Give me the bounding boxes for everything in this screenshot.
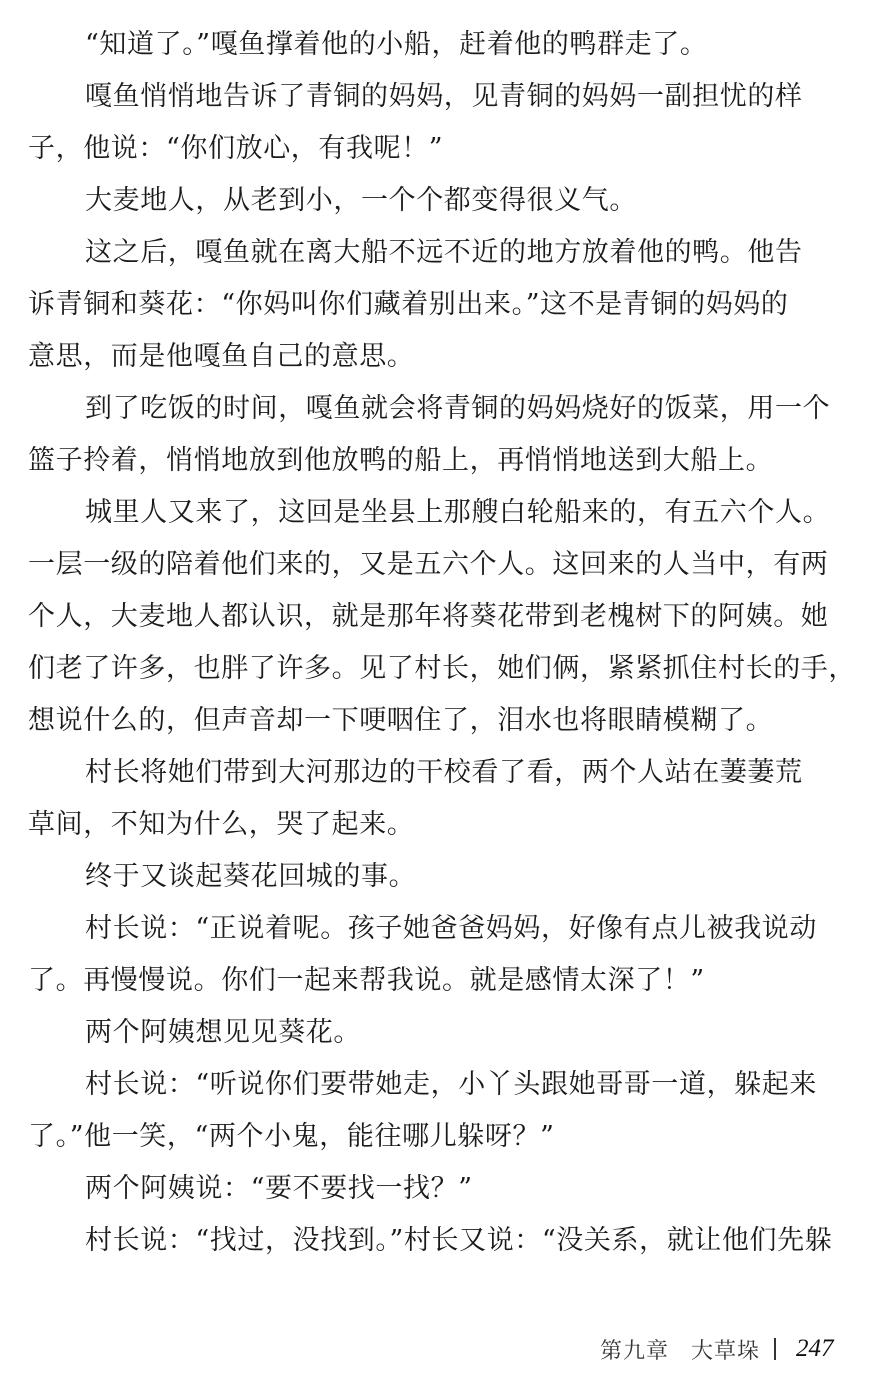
text-line: 大麦地人，从老到小，一个个都变得很义气。	[85, 185, 637, 216]
text-line: 意思，而是他嘎鱼自己的意思。	[28, 341, 415, 372]
text-line: 子，他说：“你们放心，有我呢！”	[28, 133, 444, 164]
text-line: 村长说：“正说着呢。孩子她爸爸妈妈，好像有点儿被我说动	[85, 913, 818, 944]
text-line: 草间，不知为什么，哭了起来。	[28, 809, 415, 840]
chapter-title: 大草垛	[691, 1338, 761, 1364]
page-footer	[600, 1332, 834, 1366]
text-line: 想说什么的，但声音却一下哽咽住了，泪水也将眼睛模糊了。	[28, 705, 774, 736]
text-line: 嘎鱼悄悄地告诉了青铜的妈妈，见青铜的妈妈一副担忧的样	[85, 81, 803, 112]
text-line: 了。再慢慢说。你们一起来帮我说。就是感情太深了！”	[28, 965, 705, 996]
text-line: 城里人又来了，这回是坐县上那艘白轮船来的，有五六个人。	[85, 497, 831, 528]
text-line: 这之后，嘎鱼就在离大船不远不近的地方放着他的鸭。他告	[85, 237, 803, 268]
text-line: “知道了。”嘎鱼撑着他的小船，赶着他的鸭群走了。	[85, 29, 708, 60]
text-line: 个人，大麦地人都认识，就是那年将葵花带到老槐树下的阿姨。她	[28, 601, 829, 632]
text-line: 两个阿姨说：“要不要找一找？”	[85, 1173, 473, 1204]
text-line: 村长说：“听说你们要带她走，小丫头跟她哥哥一道，躲起来	[85, 1069, 818, 1100]
text-line: 到了吃饭的时间，嘎鱼就会将青铜的妈妈烧好的饭菜，用一个	[85, 393, 831, 424]
text-line: 们老了许多，也胖了许多。见了村长，她们俩，紧紧抓住村长的手，	[28, 653, 856, 684]
text-line: 村长说：“找过，没找到。”村长又说：“没关系，就让他们先躲	[85, 1225, 833, 1256]
text-line: 诉青铜和葵花：“你妈叫你们藏着别出来。”这不是青铜的妈妈的	[28, 289, 789, 320]
text-line: 一层一级的陪着他们来的，又是五六个人。这回来的人当中，有两	[28, 549, 829, 580]
text-line: 村长将她们带到大河那边的干校看了看，两个人站在萋萋荒	[85, 757, 803, 788]
page-number: 247	[796, 1335, 834, 1362]
text-line: 两个阿姨想见见葵花。	[85, 1017, 361, 1048]
text-line: 篮子拎着，悄悄地放到他放鸭的船上，再悄悄地送到大船上。	[28, 445, 774, 476]
text-line: 终于又谈起葵花回城的事。	[85, 861, 417, 892]
text-line: 了。”他一笑，“两个小鬼，能往哪儿躲呀？”	[28, 1121, 555, 1152]
chapter-label: 第九章	[600, 1338, 670, 1364]
footer-divider	[774, 1338, 776, 1360]
